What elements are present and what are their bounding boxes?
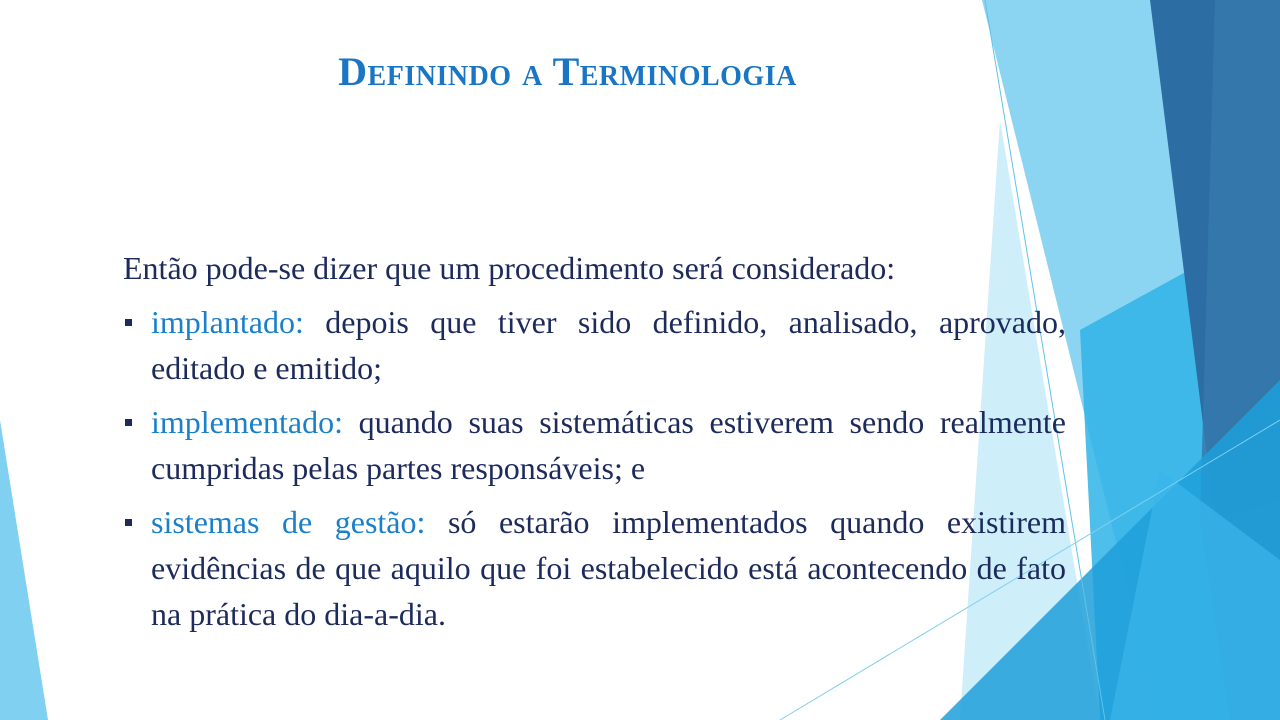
- term-description: só estarão implementados quando existirem evidências de que aquilo que foi estabelecido está acontecendo de fato na prática do dia-a-dia.: [151, 504, 1067, 632]
- square-bullet-icon: [125, 519, 132, 526]
- square-bullet-icon: [125, 319, 132, 326]
- term-label: implantado:: [151, 304, 304, 340]
- list-item: [123, 399, 1066, 491]
- term-label: sistemas de gestão:: [151, 504, 426, 540]
- slide-title: Definindo a Terminologia: [338, 49, 797, 94]
- slide-content: [123, 245, 1066, 637]
- list-item: [123, 499, 1066, 637]
- bullet-list: [123, 299, 1066, 637]
- square-bullet-icon: [125, 419, 132, 426]
- term-label: implementado:: [151, 404, 343, 440]
- deco-left-sliver: [0, 420, 48, 720]
- intro-text: Então pode-se dizer que um procedimento será considerado:: [123, 250, 896, 286]
- list-item: [123, 299, 1066, 391]
- term-description: quando suas sistemáticas estiverem sendo realmente cumpridas pelas partes responsáveis; e: [151, 404, 1066, 486]
- term-description: depois que tiver sido definido, analisado, aprovado, editado e emitido;: [151, 304, 1066, 386]
